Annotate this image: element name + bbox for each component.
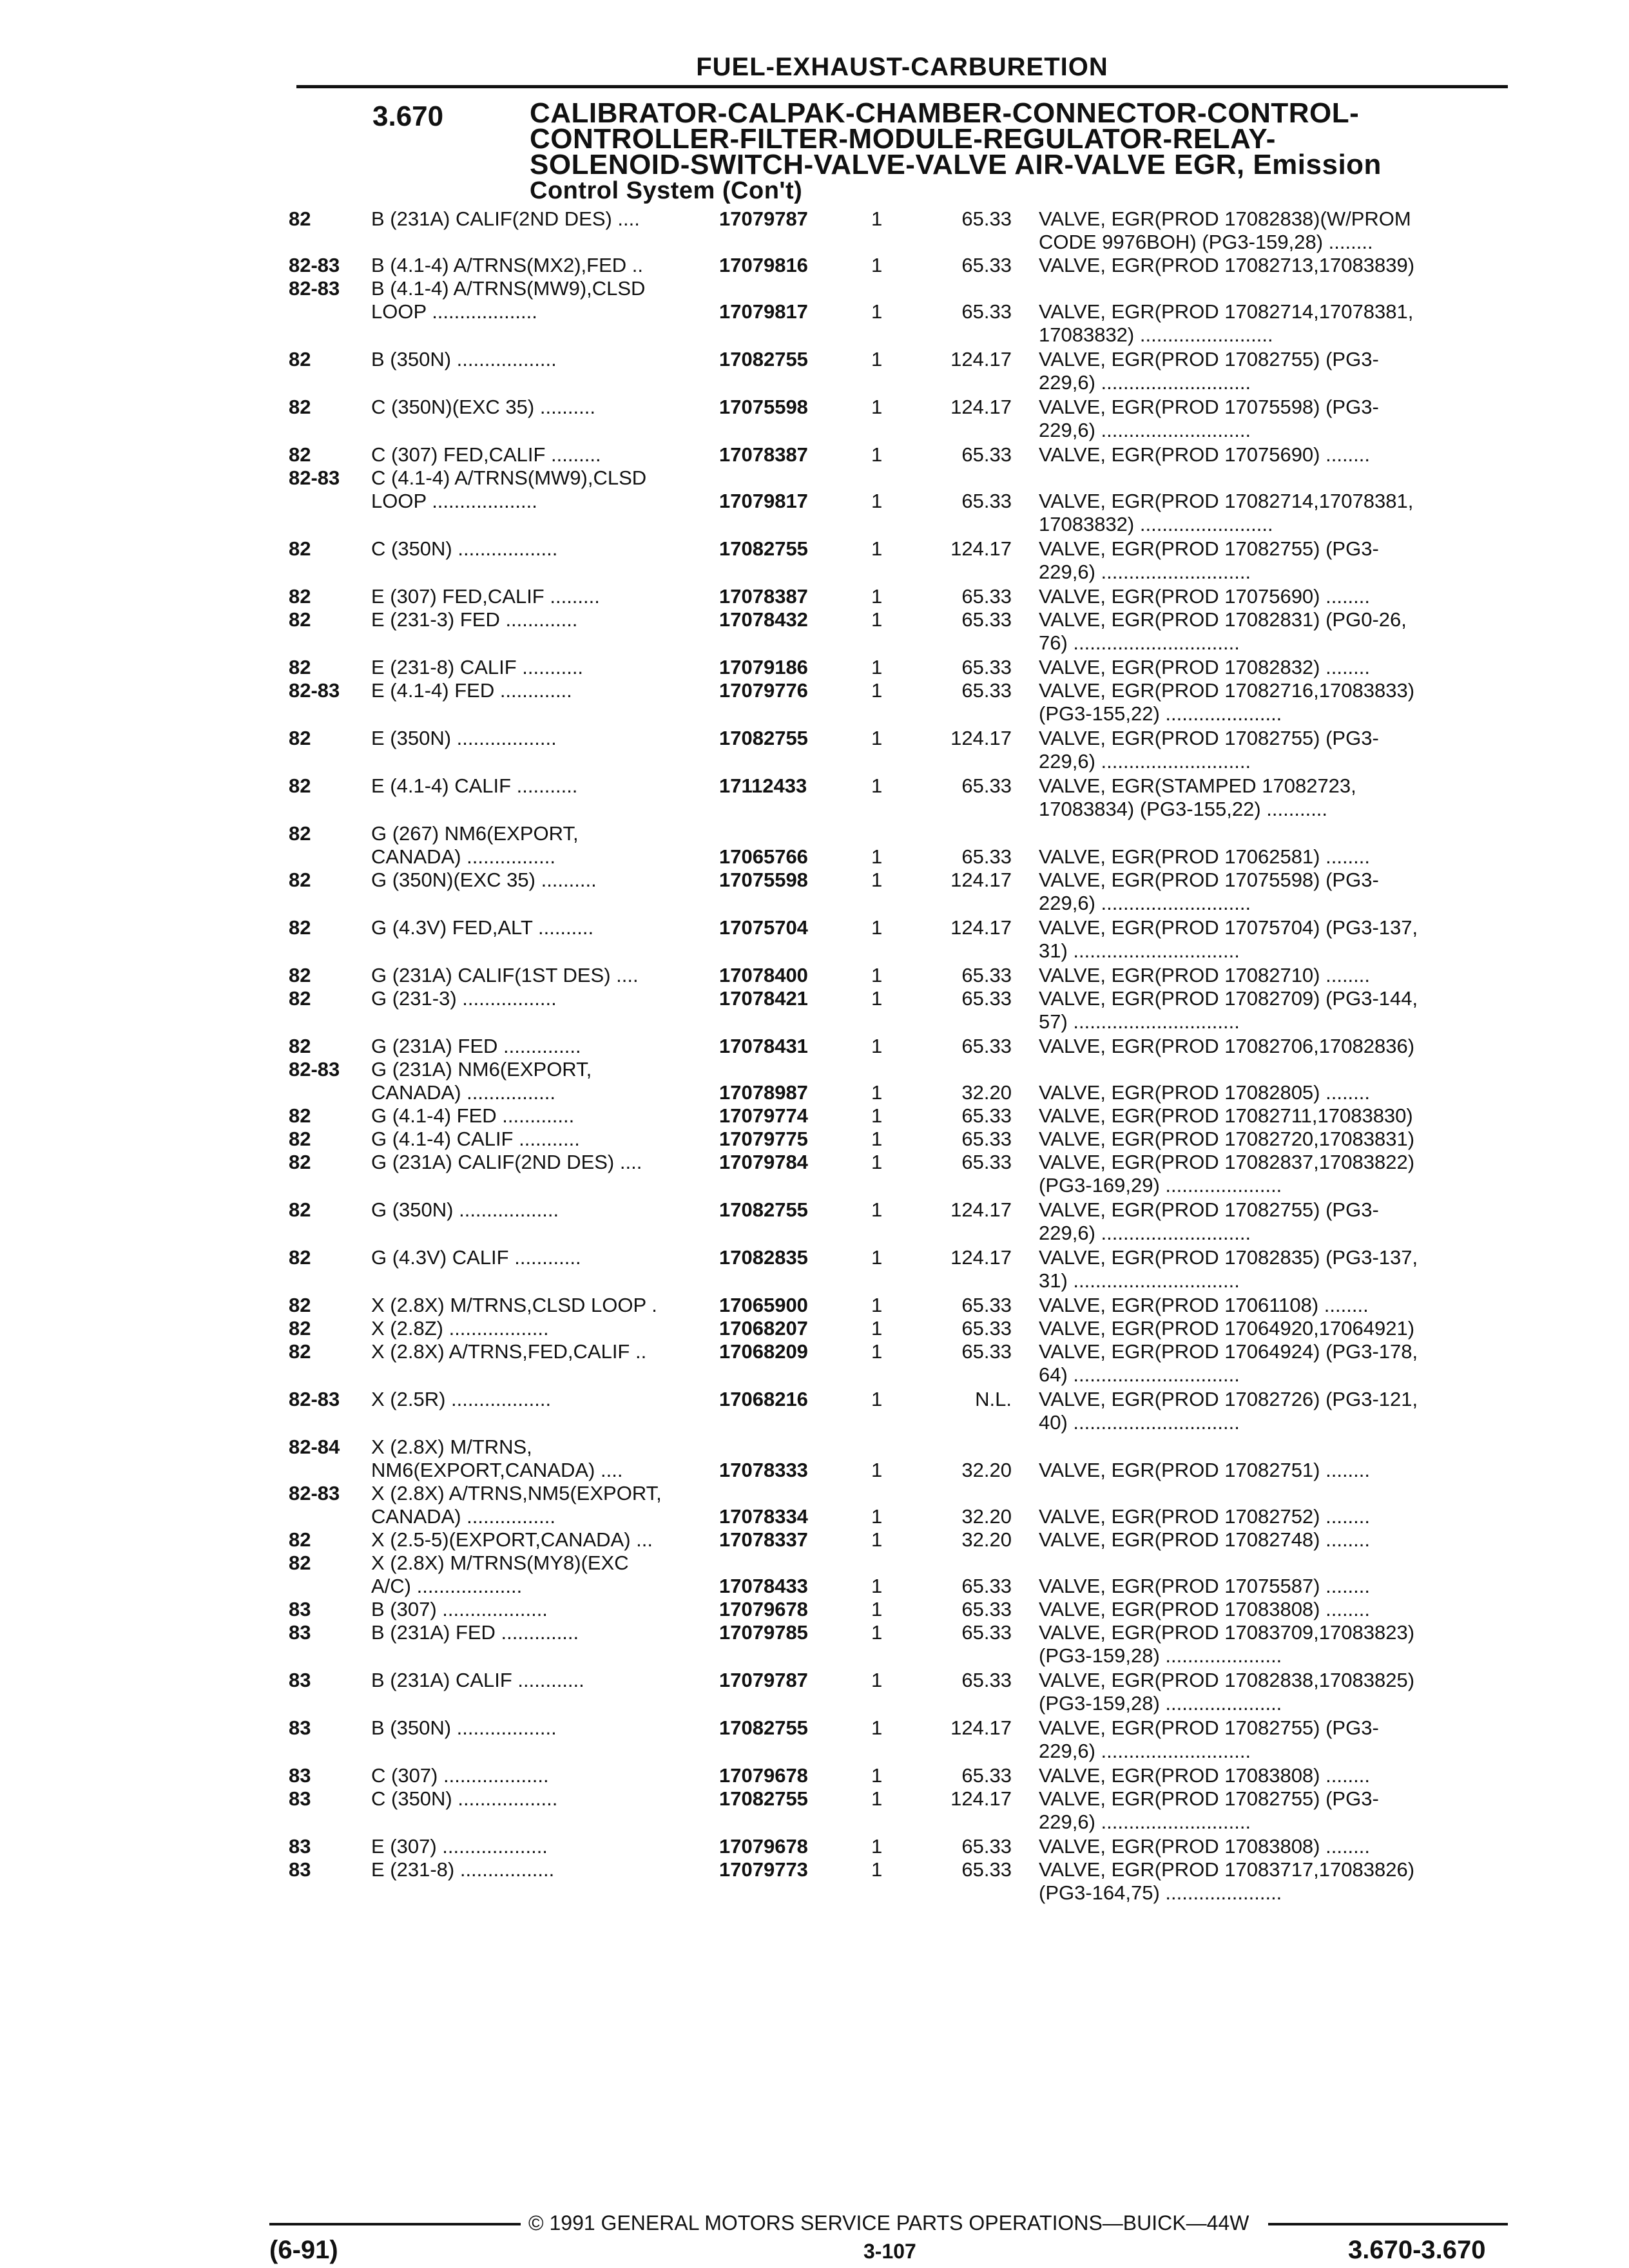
row-price: 124.17 <box>950 869 1012 891</box>
row-description: A/C) ................... <box>371 1575 523 1597</box>
section-title <box>530 97 1483 204</box>
row-description: C (307) ................... <box>371 1764 549 1787</box>
row-price: 124.17 <box>950 537 1012 560</box>
row-description: E (307) FED,CALIF ......... <box>371 585 600 608</box>
row-year: 82-83 <box>289 1058 340 1081</box>
row-part-name: VALVE, EGR(PROD 17082709) (PG3-144, <box>1039 987 1418 1010</box>
row-part-number: 17079775 <box>719 1128 808 1150</box>
row-description: X (2.5-5)(EXPORT,CANADA) ... <box>371 1528 653 1551</box>
row-part-name: VALVE, EGR(PROD 17083808) ........ <box>1039 1835 1371 1858</box>
row-price: 32.20 <box>961 1505 1012 1528</box>
row-part-number: 17078400 <box>719 964 808 986</box>
row-price: 124.17 <box>950 727 1012 749</box>
row-part-name: 229,6) ........................... <box>1039 1740 1251 1762</box>
row-price: 124.17 <box>950 396 1012 418</box>
row-quantity: 1 <box>871 254 883 276</box>
row-part-name: 17083832) ........................ <box>1039 323 1273 346</box>
row-part-name: VALVE, EGR(PROD 17075704) (PG3-137, <box>1039 916 1418 939</box>
row-part-number: 17065766 <box>719 845 808 868</box>
row-year: 82 <box>289 869 311 891</box>
row-price: 65.33 <box>961 443 1012 466</box>
row-part-name: VALVE, EGR(PROD 17061108) ........ <box>1039 1294 1369 1316</box>
row-price: 65.33 <box>961 300 1012 323</box>
footer-page-number: 3-107 <box>863 2240 916 2263</box>
row-part-name: 229,6) ........................... <box>1039 371 1251 394</box>
row-quantity: 1 <box>871 1128 883 1150</box>
row-price: 65.33 <box>961 207 1012 230</box>
row-description: E (4.1-4) FED ............. <box>371 679 572 702</box>
row-quantity: 1 <box>871 1528 883 1551</box>
row-part-name: 76) .............................. <box>1039 631 1240 654</box>
row-quantity: 1 <box>871 1035 883 1057</box>
row-description: G (231A) NM6(EXPORT, <box>371 1058 592 1081</box>
row-part-name: VALVE, EGR(PROD 17082752) ........ <box>1039 1505 1371 1528</box>
row-part-name: VALVE, EGR(PROD 17082748) ........ <box>1039 1528 1371 1551</box>
row-part-name: VALVE, EGR(PROD 17082714,17078381, <box>1039 300 1414 323</box>
row-year: 83 <box>289 1598 311 1620</box>
row-year: 83 <box>289 1764 311 1787</box>
row-part-number: 17078431 <box>719 1035 808 1057</box>
row-quantity: 1 <box>871 608 883 631</box>
row-year: 82 <box>289 207 311 230</box>
section-title-line: CONTROLLER-FILTER-MODULE-REGULATOR-RELAY- <box>530 123 1276 155</box>
row-part-number: 17068207 <box>719 1317 808 1340</box>
page-header-title: FUEL-EXHAUST-CARBURETION <box>696 53 1108 81</box>
row-quantity: 1 <box>871 1151 883 1173</box>
row-description: LOOP ................... <box>371 300 537 323</box>
row-year: 82 <box>289 1128 311 1150</box>
row-part-number: 17082755 <box>719 348 808 370</box>
row-price: 65.33 <box>961 1317 1012 1340</box>
row-part-name: VALVE, EGR(PROD 17075690) ........ <box>1039 585 1371 608</box>
row-part-name: VALVE, EGR(STAMPED 17082723, <box>1039 774 1356 797</box>
row-year: 82-83 <box>289 679 340 702</box>
row-part-number: 17082755 <box>719 727 808 749</box>
row-quantity: 1 <box>871 1621 883 1644</box>
row-part-name: CODE 9976BOH) (PG3-159,28) ........ <box>1039 231 1373 253</box>
row-year: 83 <box>289 1787 311 1810</box>
row-description: B (231A) FED .............. <box>371 1621 579 1644</box>
row-quantity: 1 <box>871 964 883 986</box>
row-year: 82 <box>289 822 311 845</box>
row-year: 82-83 <box>289 1482 340 1504</box>
row-quantity: 1 <box>871 1505 883 1528</box>
row-price: 65.33 <box>961 987 1012 1010</box>
row-part-name: VALVE, EGR(PROD 17083808) ........ <box>1039 1598 1371 1620</box>
row-price: 65.33 <box>961 774 1012 797</box>
row-part-number: 17078333 <box>719 1459 808 1481</box>
row-description: E (231-3) FED ............. <box>371 608 578 631</box>
row-quantity: 1 <box>871 1835 883 1858</box>
row-description: G (350N) .................. <box>371 1198 559 1221</box>
row-part-number: 17075704 <box>719 916 808 939</box>
row-part-name: 229,6) ........................... <box>1039 561 1251 583</box>
row-quantity: 1 <box>871 1246 883 1269</box>
row-part-name: VALVE, EGR(PROD 17082751) ........ <box>1039 1459 1371 1481</box>
row-part-name: VALVE, EGR(PROD 17082755) (PG3- <box>1039 1787 1379 1810</box>
row-part-name: VALVE, EGR(PROD 17082714,17078381, <box>1039 490 1414 512</box>
row-description: G (4.3V) FED,ALT .......... <box>371 916 594 939</box>
row-part-name: 17083834) (PG3-155,22) ........... <box>1039 798 1328 820</box>
row-price: 65.33 <box>961 1764 1012 1787</box>
row-price: 65.33 <box>961 1835 1012 1858</box>
row-quantity: 1 <box>871 1340 883 1363</box>
row-year: 82 <box>289 396 311 418</box>
row-part-name: VALVE, EGR(PROD 17082711,17083830) <box>1039 1104 1413 1127</box>
row-part-name: VALVE, EGR(PROD 17082755) (PG3- <box>1039 348 1379 370</box>
row-price: 65.33 <box>961 1340 1012 1363</box>
row-part-name: VALVE, EGR(PROD 17082837,17083822) <box>1039 1151 1415 1173</box>
row-quantity: 1 <box>871 774 883 797</box>
row-price: 65.33 <box>961 1151 1012 1173</box>
row-part-name: VALVE, EGR(PROD 17082755) (PG3- <box>1039 1716 1379 1739</box>
row-part-number: 17079787 <box>719 207 808 230</box>
row-year: 82 <box>289 537 311 560</box>
row-part-name: VALVE, EGR(PROD 17075690) ........ <box>1039 443 1371 466</box>
row-description: B (231A) CALIF(2ND DES) .... <box>371 207 640 230</box>
row-part-name: VALVE, EGR(PROD 17082838,17083825) <box>1039 1669 1415 1691</box>
row-part-number: 17082755 <box>719 1198 808 1221</box>
row-year: 83 <box>289 1835 311 1858</box>
row-description: B (231A) CALIF ............ <box>371 1669 584 1691</box>
row-part-name: VALVE, EGR(PROD 17082716,17083833) <box>1039 679 1415 702</box>
row-description: G (267) NM6(EXPORT, <box>371 822 579 845</box>
row-price: 65.33 <box>961 1858 1012 1881</box>
row-description: G (231A) CALIF(1ST DES) .... <box>371 964 639 986</box>
row-quantity: 1 <box>871 1716 883 1739</box>
section-number: 3.670 <box>372 101 444 132</box>
row-quantity: 1 <box>871 656 883 678</box>
row-description: C (350N)(EXC 35) .......... <box>371 396 595 418</box>
row-description: CANADA) ................ <box>371 845 555 868</box>
row-part-number: 17112433 <box>719 774 807 797</box>
row-year: 82 <box>289 774 311 797</box>
row-part-number: 17065900 <box>719 1294 808 1316</box>
row-description: CANADA) ................ <box>371 1505 555 1528</box>
row-part-number: 17078432 <box>719 608 808 631</box>
row-part-name: 229,6) ........................... <box>1039 1811 1251 1833</box>
row-part-name: VALVE, EGR(PROD 17082755) (PG3- <box>1039 537 1379 560</box>
row-year: 83 <box>289 1669 311 1691</box>
row-quantity: 1 <box>871 916 883 939</box>
row-price: 65.33 <box>961 656 1012 678</box>
row-description: G (4.1-4) CALIF ........... <box>371 1128 580 1150</box>
row-description: B (350N) .................. <box>371 1716 557 1739</box>
row-part-name: VALVE, EGR(PROD 17082838)(W/PROM <box>1039 207 1411 230</box>
row-year: 82-83 <box>289 277 340 300</box>
section-title-line: SOLENOID-SWITCH-VALVE-VALVE AIR-VALVE EGR, Emission <box>530 149 1382 180</box>
row-quantity: 1 <box>871 1669 883 1691</box>
row-part-number: 17079678 <box>719 1598 808 1620</box>
row-year: 82 <box>289 1317 311 1340</box>
row-year: 82 <box>289 1198 311 1221</box>
row-description: X (2.8X) M/TRNS,CLSD LOOP . <box>371 1294 657 1316</box>
row-year: 82 <box>289 1528 311 1551</box>
footer-rule-right <box>1268 2223 1508 2225</box>
row-quantity: 1 <box>871 1459 883 1481</box>
row-price: 65.33 <box>961 1294 1012 1316</box>
row-part-number: 17079784 <box>719 1151 808 1173</box>
row-quantity: 1 <box>871 348 883 370</box>
row-description: B (307) ................... <box>371 1598 548 1620</box>
row-part-name: VALVE, EGR(PROD 17082835) (PG3-137, <box>1039 1246 1418 1269</box>
row-description: E (231-8) ................. <box>371 1858 555 1881</box>
row-quantity: 1 <box>871 1198 883 1221</box>
row-description: X (2.5R) .................. <box>371 1388 552 1410</box>
row-part-number: 17078334 <box>719 1505 808 1528</box>
row-part-name: VALVE, EGR(PROD 17082706,17082836) <box>1039 1035 1415 1057</box>
row-part-name: VALVE, EGR(PROD 17075598) (PG3- <box>1039 396 1379 418</box>
row-part-name: 17083832) ........................ <box>1039 513 1273 535</box>
row-part-number: 17075598 <box>719 869 808 891</box>
row-quantity: 1 <box>871 1081 883 1104</box>
row-part-name: (PG3-169,29) ..................... <box>1039 1174 1282 1196</box>
row-part-number: 17079787 <box>719 1669 808 1691</box>
row-quantity: 1 <box>871 537 883 560</box>
row-quantity: 1 <box>871 1575 883 1597</box>
footer-date-code: (6-91) <box>269 2236 338 2264</box>
row-price: 124.17 <box>950 1787 1012 1810</box>
row-quantity: 1 <box>871 727 883 749</box>
row-part-number: 17078421 <box>719 987 808 1010</box>
row-year: 83 <box>289 1621 311 1644</box>
row-quantity: 1 <box>871 987 883 1010</box>
row-part-name: VALVE, EGR(PROD 17083808) ........ <box>1039 1764 1371 1787</box>
row-part-name: VALVE, EGR(PROD 17075598) (PG3- <box>1039 869 1379 891</box>
row-part-name: VALVE, EGR(PROD 17082726) (PG3-121, <box>1039 1388 1418 1410</box>
row-part-number: 17068209 <box>719 1340 808 1363</box>
row-part-number: 17079678 <box>719 1764 808 1787</box>
row-description: C (350N) .................. <box>371 1787 558 1810</box>
row-description: G (231A) CALIF(2ND DES) .... <box>371 1151 642 1173</box>
row-part-number: 17079186 <box>719 656 808 678</box>
row-year: 82 <box>289 1552 311 1574</box>
row-quantity: 1 <box>871 1317 883 1340</box>
row-part-name: VALVE, EGR(PROD 17082755) (PG3- <box>1039 727 1379 749</box>
row-part-number: 17082835 <box>719 1246 808 1269</box>
row-year: 82 <box>289 443 311 466</box>
row-quantity: 1 <box>871 1104 883 1127</box>
row-description: X (2.8X) A/TRNS,NM5(EXPORT, <box>371 1482 662 1504</box>
row-year: 82 <box>289 1104 311 1127</box>
row-price: N.L. <box>975 1388 1012 1410</box>
row-description: B (4.1-4) A/TRNS(MW9),CLSD <box>371 277 646 300</box>
row-part-name: 64) .............................. <box>1039 1363 1240 1386</box>
row-quantity: 1 <box>871 1764 883 1787</box>
row-year: 82 <box>289 1035 311 1057</box>
row-part-number: 17079678 <box>719 1835 808 1858</box>
row-part-name: VALVE, EGR(PROD 17083717,17083826) <box>1039 1858 1415 1881</box>
row-quantity: 1 <box>871 845 883 868</box>
row-year: 82-84 <box>289 1436 340 1458</box>
row-year: 82 <box>289 608 311 631</box>
row-part-number: 17079817 <box>719 490 808 512</box>
row-description: G (350N)(EXC 35) .......... <box>371 869 597 891</box>
row-part-number: 17078987 <box>719 1081 808 1104</box>
row-part-number: 17078433 <box>719 1575 808 1597</box>
row-quantity: 1 <box>871 869 883 891</box>
row-part-number: 17082755 <box>719 1787 808 1810</box>
row-quantity: 1 <box>871 396 883 418</box>
row-year: 82-83 <box>289 1388 340 1410</box>
row-description: E (4.1-4) CALIF ........... <box>371 774 578 797</box>
row-year: 82 <box>289 916 311 939</box>
footer-rule-left <box>269 2223 521 2225</box>
row-part-number: 17079785 <box>719 1621 808 1644</box>
row-quantity: 1 <box>871 490 883 512</box>
row-quantity: 1 <box>871 207 883 230</box>
row-price: 65.33 <box>961 1598 1012 1620</box>
row-part-name: 31) .............................. <box>1039 1269 1240 1292</box>
row-description: X (2.8X) M/TRNS(MY8)(EXC <box>371 1552 629 1574</box>
row-part-name: 229,6) ........................... <box>1039 750 1251 773</box>
row-part-name: (PG3-159,28) ..................... <box>1039 1644 1282 1667</box>
row-description: X (2.8Z) .................. <box>371 1317 549 1340</box>
row-part-name: VALVE, EGR(PROD 17062581) ........ <box>1039 845 1371 868</box>
row-description: B (350N) .................. <box>371 348 557 370</box>
row-part-name: (PG3-164,75) ..................... <box>1039 1881 1282 1904</box>
row-description: C (350N) .................. <box>371 537 558 560</box>
row-part-name: 229,6) ........................... <box>1039 1222 1251 1244</box>
row-part-number: 17079773 <box>719 1858 808 1881</box>
row-quantity: 1 <box>871 1294 883 1316</box>
row-price: 65.33 <box>961 1035 1012 1057</box>
row-part-name: VALVE, EGR(PROD 17082831) (PG0-26, <box>1039 608 1407 631</box>
row-year: 83 <box>289 1858 311 1881</box>
row-year: 82 <box>289 1294 311 1316</box>
row-part-name: VALVE, EGR(PROD 17064920,17064921) <box>1039 1317 1415 1340</box>
row-part-number: 17082755 <box>719 1716 808 1739</box>
row-part-number: 17079776 <box>719 679 808 702</box>
row-part-name: 57) .............................. <box>1039 1010 1240 1033</box>
row-description: B (4.1-4) A/TRNS(MX2),FED .. <box>371 254 644 276</box>
row-year: 82 <box>289 964 311 986</box>
row-price: 65.33 <box>961 679 1012 702</box>
row-description: C (307) FED,CALIF ......... <box>371 443 601 466</box>
row-part-name: 40) .............................. <box>1039 1411 1240 1434</box>
row-description: G (4.1-4) FED ............. <box>371 1104 575 1127</box>
row-part-number: 17078387 <box>719 443 808 466</box>
row-price: 124.17 <box>950 916 1012 939</box>
row-part-name: VALVE, EGR(PROD 17083709,17083823) <box>1039 1621 1415 1644</box>
row-quantity: 1 <box>871 443 883 466</box>
row-part-name: VALVE, EGR(PROD 17064924) (PG3-178, <box>1039 1340 1418 1363</box>
row-description: G (231-3) ................. <box>371 987 557 1010</box>
row-price: 65.33 <box>961 1128 1012 1150</box>
row-part-name: VALVE, EGR(PROD 17075587) ........ <box>1039 1575 1371 1597</box>
row-year: 82 <box>289 585 311 608</box>
row-part-number: 17079817 <box>719 300 808 323</box>
row-part-number: 17079774 <box>719 1104 808 1127</box>
row-price: 124.17 <box>950 1198 1012 1221</box>
row-part-number: 17075598 <box>719 396 808 418</box>
row-year: 82 <box>289 1246 311 1269</box>
row-part-name: (PG3-155,22) ..................... <box>1039 702 1282 725</box>
row-part-name: 229,6) ........................... <box>1039 892 1251 914</box>
row-quantity: 1 <box>871 300 883 323</box>
row-price: 65.33 <box>961 608 1012 631</box>
row-price: 124.17 <box>950 1716 1012 1739</box>
footer-section-range: 3.670-3.670 <box>1348 2236 1486 2264</box>
row-quantity: 1 <box>871 1388 883 1410</box>
row-quantity: 1 <box>871 679 883 702</box>
row-part-number: 17082755 <box>719 537 808 560</box>
row-price: 65.33 <box>961 585 1012 608</box>
row-price: 124.17 <box>950 348 1012 370</box>
section-subtitle: Control System (Con't) <box>530 177 803 204</box>
row-description: C (4.1-4) A/TRNS(MW9),CLSD <box>371 466 647 489</box>
row-year: 82 <box>289 1340 311 1363</box>
row-year: 82 <box>289 348 311 370</box>
row-price: 65.33 <box>961 1575 1012 1597</box>
row-price: 124.17 <box>950 1246 1012 1269</box>
row-part-name: 229,6) ........................... <box>1039 419 1251 441</box>
row-year: 82 <box>289 727 311 749</box>
section-title-line: CALIBRATOR-CALPAK-CHAMBER-CONNECTOR-CONTROL- <box>530 97 1360 129</box>
row-price: 32.20 <box>961 1528 1012 1551</box>
row-part-name: VALVE, EGR(PROD 17082832) ........ <box>1039 656 1371 678</box>
row-price: 32.20 <box>961 1459 1012 1481</box>
row-description: E (231-8) CALIF ........... <box>371 656 584 678</box>
row-part-name: VALVE, EGR(PROD 17082755) (PG3- <box>1039 1198 1379 1221</box>
row-part-number: 17078387 <box>719 585 808 608</box>
row-year: 82 <box>289 656 311 678</box>
row-price: 65.33 <box>961 1621 1012 1644</box>
row-year: 82 <box>289 1151 311 1173</box>
row-description: CANADA) ................ <box>371 1081 555 1104</box>
row-price: 65.33 <box>961 490 1012 512</box>
row-description: NM6(EXPORT,CANADA) .... <box>371 1459 623 1481</box>
row-description: X (2.8X) A/TRNS,FED,CALIF .. <box>371 1340 647 1363</box>
row-year: 82-83 <box>289 466 340 489</box>
row-part-name: VALVE, EGR(PROD 17082805) ........ <box>1039 1081 1371 1104</box>
row-part-number: 17068216 <box>719 1388 808 1410</box>
row-year: 82-83 <box>289 254 340 276</box>
row-description: X (2.8X) M/TRNS, <box>371 1436 532 1458</box>
row-price: 65.33 <box>961 1669 1012 1691</box>
row-price: 32.20 <box>961 1081 1012 1104</box>
row-part-name: (PG3-159,28) ..................... <box>1039 1692 1282 1715</box>
row-part-name: VALVE, EGR(PROD 17082713,17083839) <box>1039 254 1415 276</box>
row-price: 65.33 <box>961 845 1012 868</box>
row-price: 65.33 <box>961 254 1012 276</box>
footer-copyright: © 1991 GENERAL MOTORS SERVICE PARTS OPERATIONS—BUICK—44W <box>528 2211 1249 2234</box>
row-year: 83 <box>289 1716 311 1739</box>
row-part-name: VALVE, EGR(PROD 17082720,17083831) <box>1039 1128 1415 1150</box>
row-price: 65.33 <box>961 1104 1012 1127</box>
row-description: G (231A) FED .............. <box>371 1035 581 1057</box>
row-part-name: 31) .............................. <box>1039 939 1240 962</box>
row-quantity: 1 <box>871 1858 883 1881</box>
row-quantity: 1 <box>871 1598 883 1620</box>
row-description: LOOP ................... <box>371 490 537 512</box>
row-quantity: 1 <box>871 585 883 608</box>
header-rule <box>296 85 1508 88</box>
row-description: G (4.3V) CALIF ............ <box>371 1246 581 1269</box>
row-description: E (350N) .................. <box>371 727 557 749</box>
row-quantity: 1 <box>871 1787 883 1810</box>
row-part-number: 17079816 <box>719 254 808 276</box>
row-part-number: 17078337 <box>719 1528 808 1551</box>
row-year: 82 <box>289 987 311 1010</box>
row-part-name: VALVE, EGR(PROD 17082710) ........ <box>1039 964 1371 986</box>
row-price: 65.33 <box>961 964 1012 986</box>
row-description: E (307) ................... <box>371 1835 548 1858</box>
